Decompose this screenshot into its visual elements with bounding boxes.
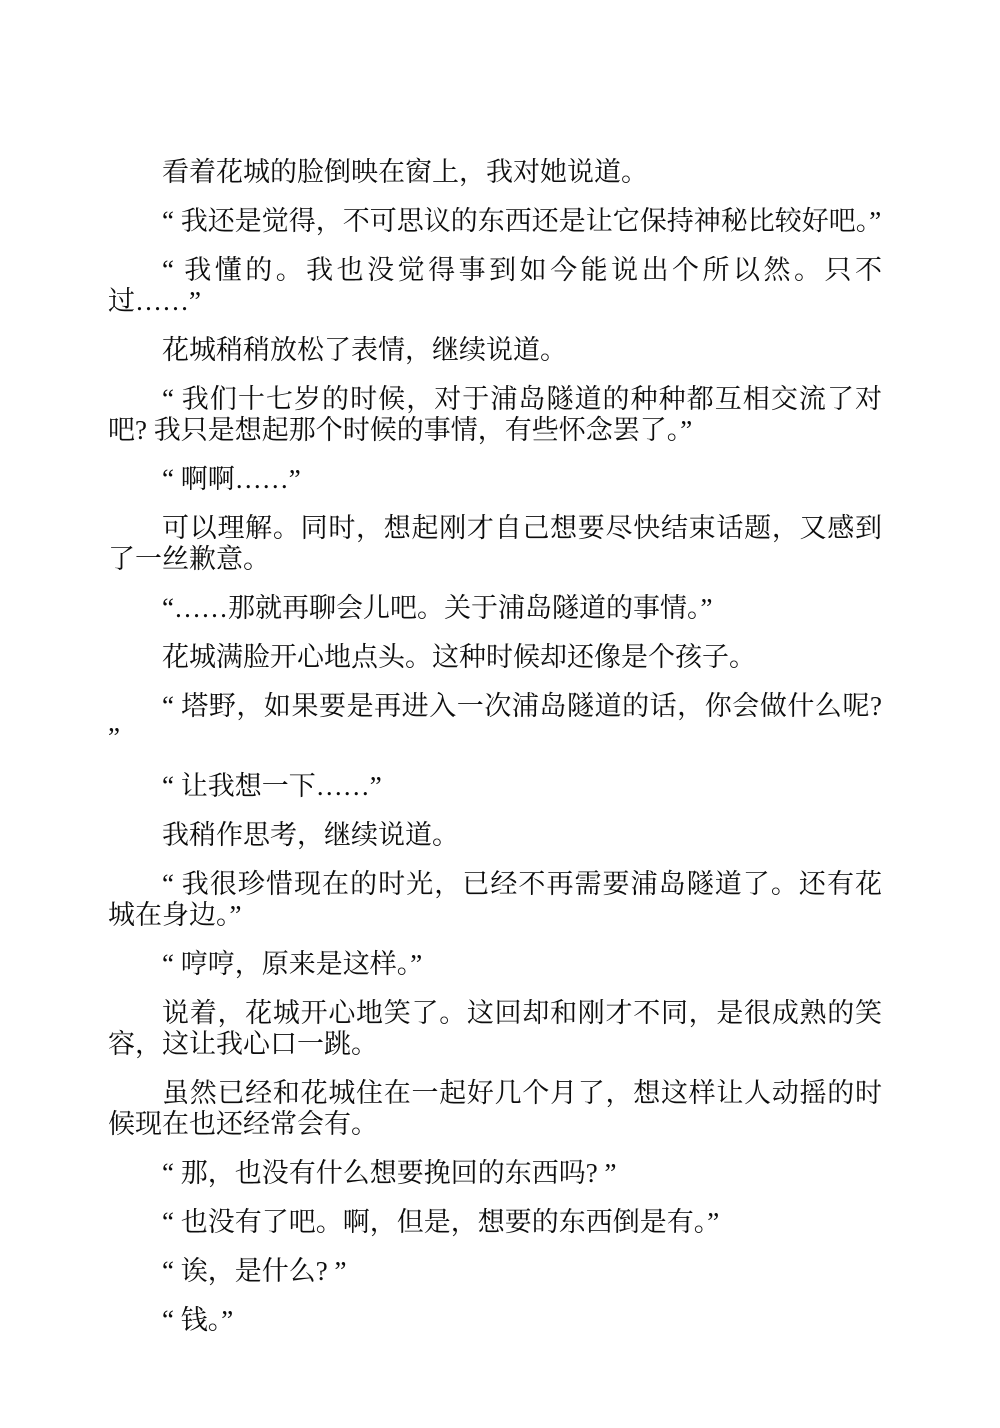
paragraph-5: “ 我们十七岁的时候，对于浦岛隧道的种种都互相交流了对吧? 我只是想起那个时候的事情，有些怀念罢了。” [108, 384, 882, 445]
paragraph-4: 花城稍稍放松了表情，继续说道。 [162, 335, 567, 365]
paragraph-11: “ 让我想一下……” [162, 771, 382, 801]
paragraph-19: “ 诶，是什么? ” [162, 1256, 347, 1286]
paragraph-1: 看着花城的脸倒映在窗上，我对她说道。 [162, 157, 648, 187]
paragraph-10: “ 塔野，如果要是再进入一次浦岛隧道的话，你会做什么呢? ” [108, 691, 882, 752]
paragraph-3: “ 我懂的。我也没觉得事到如今能说出个所以然。只不过……” [108, 255, 882, 316]
paragraph-18: “ 也没有了吧。啊，但是，想要的东西倒是有。” [162, 1207, 720, 1237]
paragraph-6: “ 啊啊……” [162, 464, 301, 494]
paragraph-16: 虽然已经和花城住在一起好几个月了，想这样让人动摇的时候现在也还经常会有。 [108, 1078, 882, 1139]
page-text [108, 157, 882, 1354]
paragraph-20: “ 钱。” [162, 1305, 234, 1335]
paragraph-7: 可以理解。同时，想起刚才自己想要尽快结束话题，又感到了一丝歉意。 [108, 513, 882, 574]
paragraph-12: 我稍作思考，继续说道。 [162, 820, 459, 850]
paragraph-8: “……那就再聊会儿吧。关于浦岛隧道的事情。” [162, 593, 713, 623]
paragraph-17: “ 那，也没有什么想要挽回的东西吗? ” [162, 1158, 617, 1188]
paragraph-2: “ 我还是觉得，不可思议的东西还是让它保持神秘比较好吧。” [162, 206, 882, 236]
paragraph-13: “ 我很珍惜现在的时光，已经不再需要浦岛隧道了。还有花城在身边。” [108, 869, 882, 930]
paragraph-14: “ 哼哼，原来是这样。” [162, 949, 423, 979]
paragraph-15: 说着，花城开心地笑了。这回却和刚才不同，是很成熟的笑容，这让我心口一跳。 [108, 998, 882, 1059]
paragraph-9: 花城满脸开心地点头。这种时候却还像是个孩子。 [162, 642, 756, 672]
